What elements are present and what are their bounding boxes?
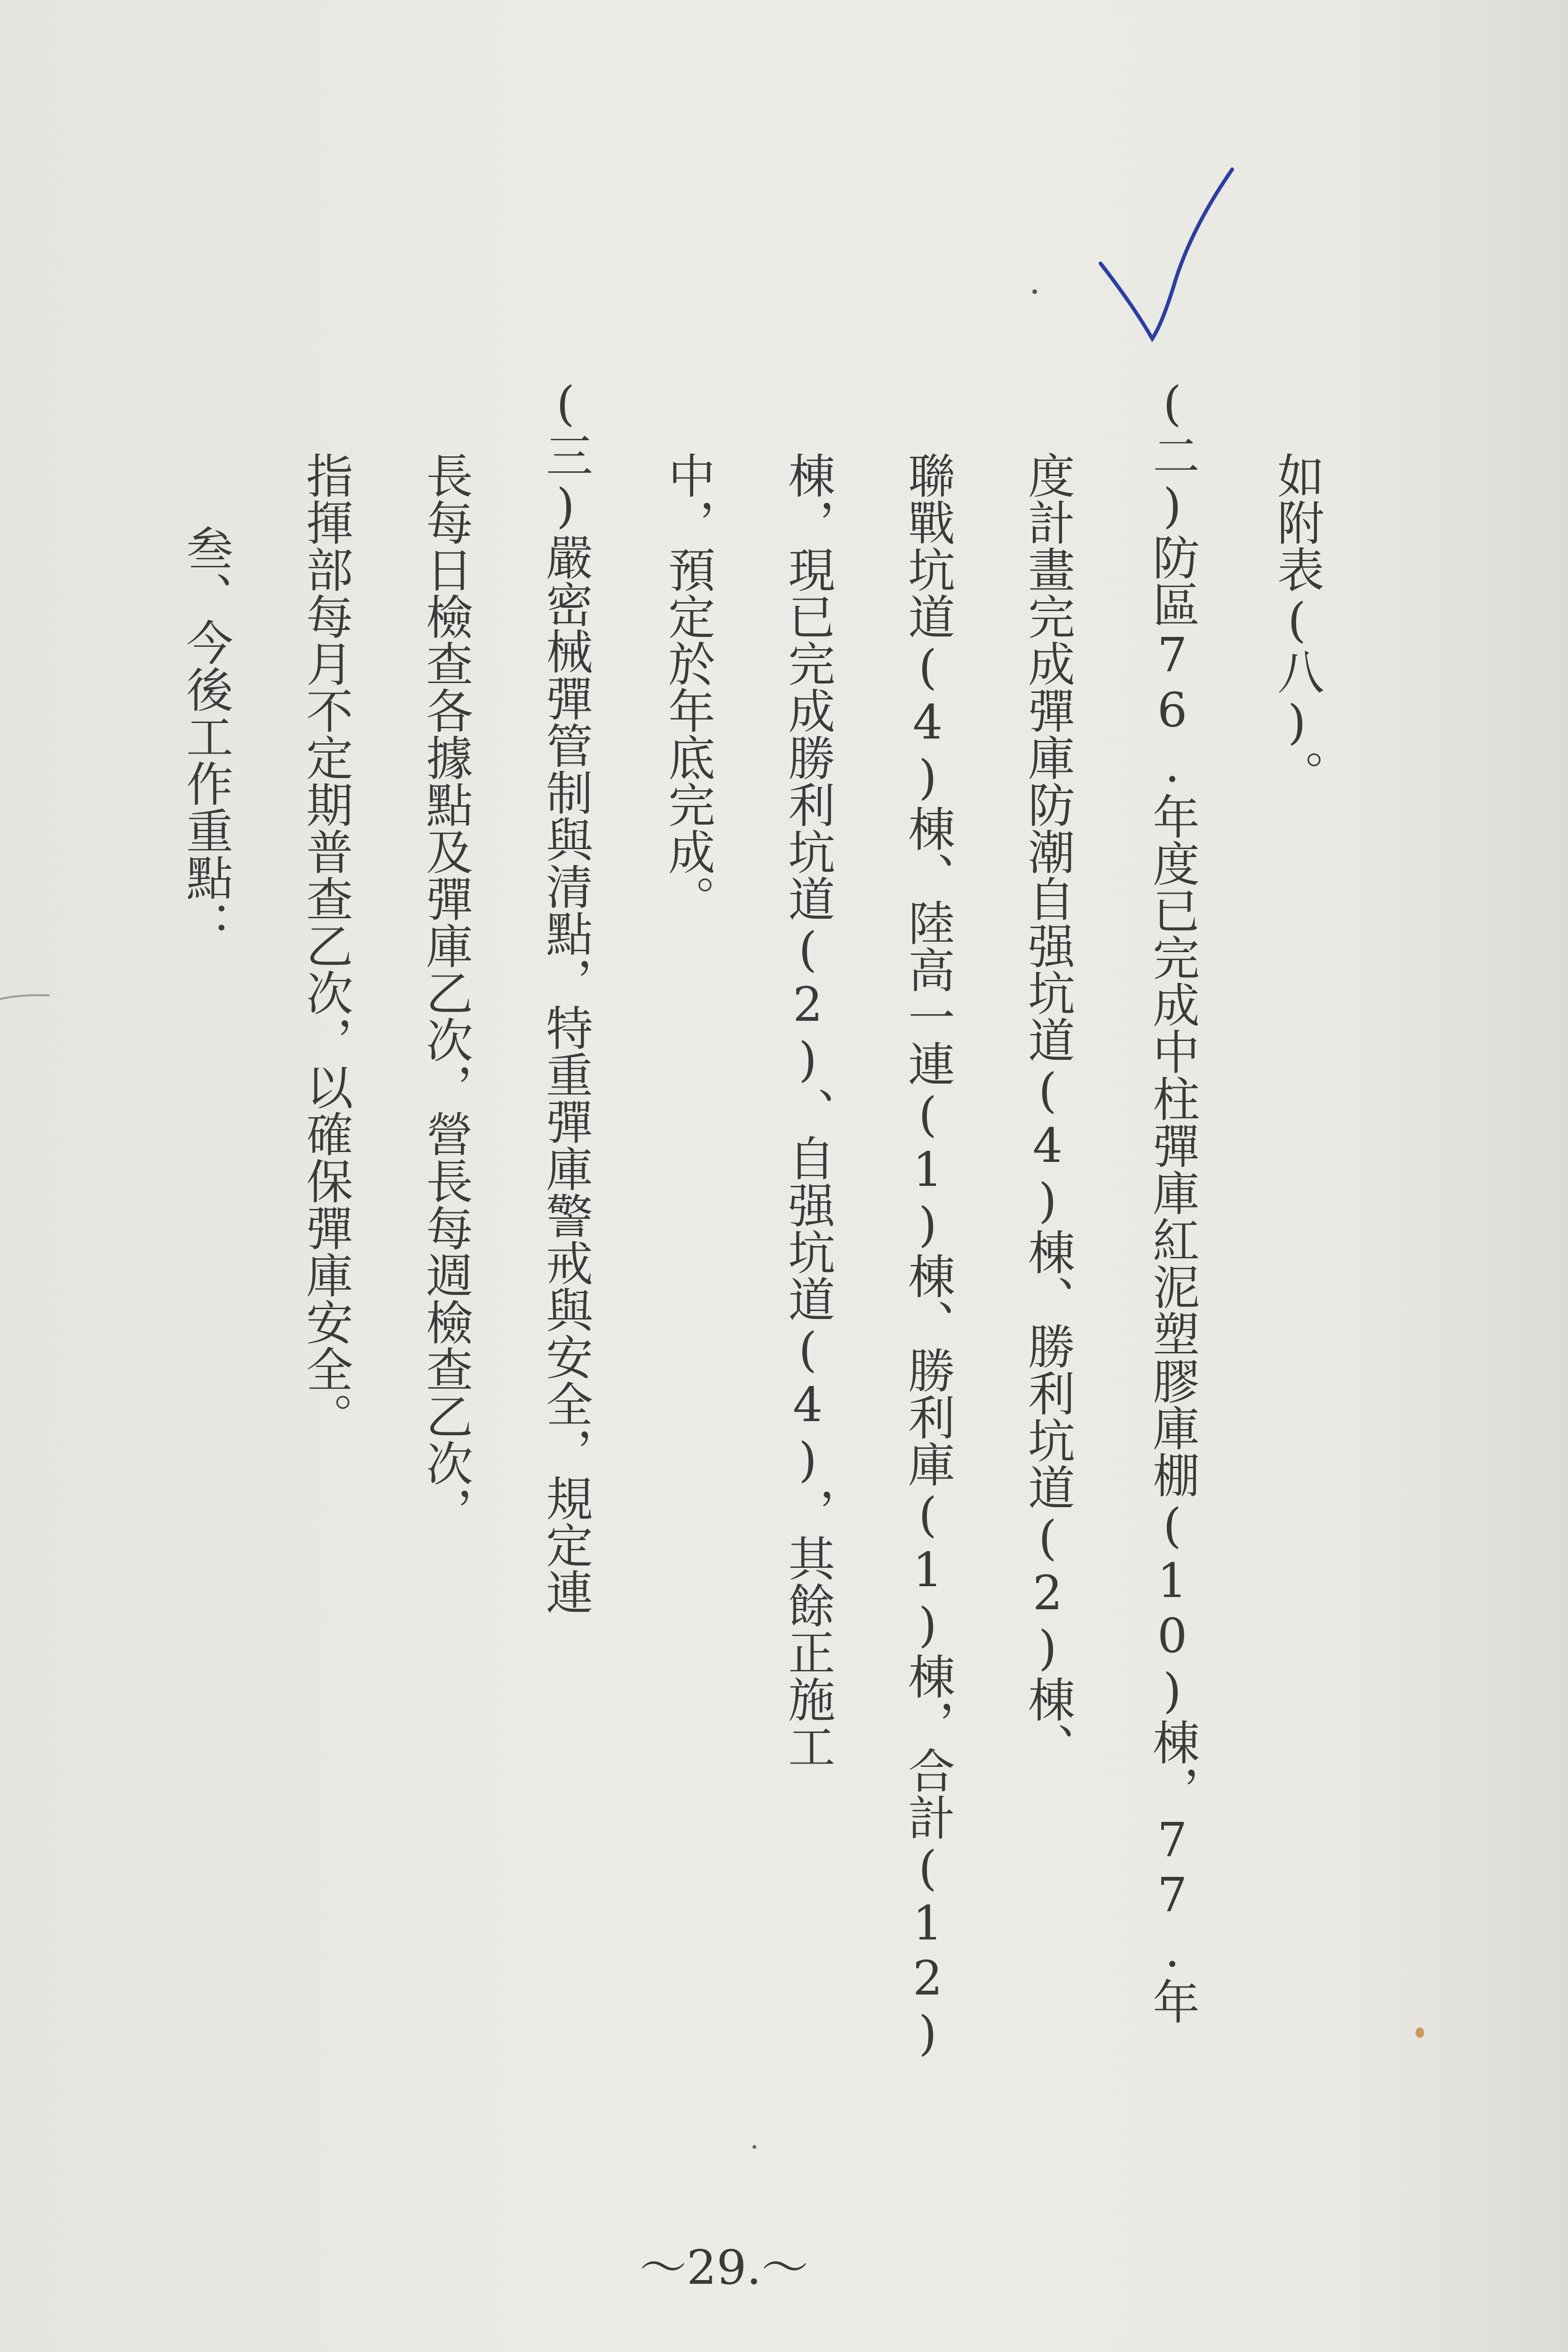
paper-stain — [1416, 2027, 1424, 2038]
text-column-2 — [1129, 376, 1209, 2025]
text-column-7 — [522, 376, 602, 1615]
text-column-9 — [282, 452, 362, 1439]
column-8-text: 長每日檢查各據點及彈庫乙次，營長每週檢查乙次， — [418, 452, 473, 1534]
column-5-text: 棟，現已完成勝利坑道(2)、自强坑道(4)，其餘正施工 — [780, 452, 835, 1770]
handwritten-checkmark-icon — [1096, 165, 1237, 353]
page-number: ～29.～ — [640, 2240, 809, 2295]
text-column-1 — [1253, 452, 1333, 797]
text-column-6 — [644, 452, 724, 922]
ink-speck — [1032, 289, 1037, 294]
column-6-text: 中，預定於年底完成。 — [660, 452, 715, 922]
paper-crease — [0, 993, 52, 1002]
column-7-text: (三)嚴密械彈管制與清點，特重彈庫警戒與安全，規定連 — [538, 376, 593, 1615]
column-3-text: 度計畫完成彈庫防潮自强坑道(4)棟、勝利坑道(2)棟、 — [1020, 452, 1075, 1770]
column-1-text: 如附表(八)。 — [1269, 452, 1324, 797]
column-10-text: 叁、今後工作重點： — [178, 524, 233, 948]
column-4-text: 聯戰坑道(4)棟、陸高一連(1)棟、勝利庫(1)棟，合計(12) — [900, 452, 955, 2061]
text-column-3 — [1004, 452, 1084, 1770]
column-2-text: (二)防區76.年度已完成中柱彈庫紅泥塑膠庫棚(10)棟，77.年 — [1145, 376, 1200, 2025]
text-column-10 — [162, 524, 242, 948]
text-column-4 — [884, 452, 964, 2061]
text-column-8 — [402, 452, 482, 1534]
column-9-text: 指揮部每月不定期普查乙次，以確保彈庫安全。 — [298, 452, 353, 1439]
ink-speck — [752, 2145, 756, 2149]
text-column-5 — [764, 452, 844, 1770]
